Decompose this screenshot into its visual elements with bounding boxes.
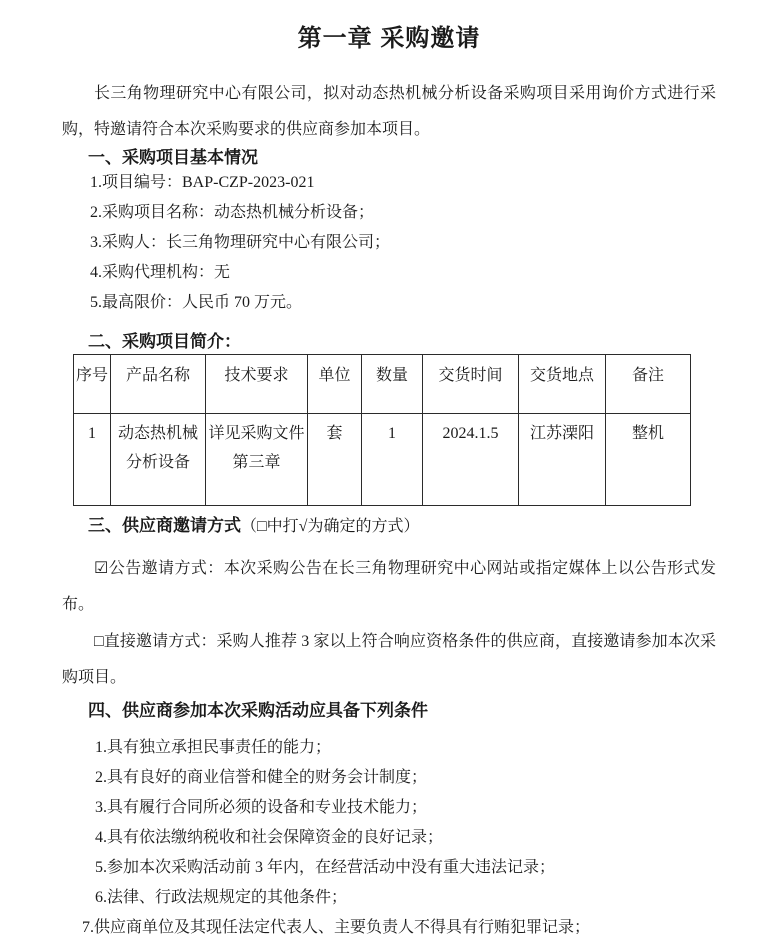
section-qualifications-heading: 四、供应商参加本次采购活动应具备下列条件 (88, 701, 428, 720)
table-header-cell: 产品名称 (111, 355, 206, 414)
table-row (74, 414, 691, 506)
list-item: 1.具有独立承担民事责任的能力； (95, 739, 332, 756)
qualifications-list (62, 733, 716, 934)
table-header-cell: 序号 (74, 355, 111, 414)
table-header-cell: 备注 (606, 355, 691, 414)
list-item: 4.采购代理机构：无 (90, 264, 231, 281)
list-item: 1.项目编号：BAP-CZP-2023-021 (90, 174, 315, 191)
invitation-option-announcement (62, 551, 716, 623)
checked-checkbox-icon: ☑ (94, 560, 109, 577)
invitation-heading-note: （□中打√为确定的方式） (241, 518, 420, 535)
list-item: 6.法律、行政法规规定的其他条件； (95, 889, 348, 906)
page-title: 第一章 采购邀请 (297, 25, 481, 52)
list-item: 2.采购项目名称：动态热机械分析设备； (90, 204, 375, 221)
table-cell-remark: 整机 (606, 414, 691, 506)
table-cell-unit: 套 (308, 414, 362, 506)
table-header-cell: 交货地点 (519, 355, 606, 414)
list-item: 3.采购人：长三角物理研究中心有限公司； (90, 234, 391, 251)
table-cell-delivery-date: 2024.1.5 (423, 414, 519, 506)
list-item: 2.具有良好的商业信誉和健全的财务会计制度； (95, 769, 428, 786)
project-overview-table (73, 354, 691, 506)
table-cell-delivery-place: 江苏溧阳 (519, 414, 606, 506)
unchecked-checkbox-icon: □ (94, 633, 104, 650)
table-cell-qty: 1 (362, 414, 423, 506)
table-header-cell: 技术要求 (206, 355, 308, 414)
list-item: 5.最高限价：人民币 70 万元。 (90, 294, 303, 311)
section-overview-heading: 二、采购项目简介： (88, 332, 241, 351)
basic-info-list (62, 168, 716, 318)
table-cell-spec: 详见采购文件第三章 (206, 414, 308, 506)
section-basic-info-heading: 一、采购项目基本情况 (88, 148, 258, 167)
list-item: 4.具有依法缴纳税收和社会保障资金的良好记录； (95, 829, 444, 846)
table-header-cell: 单位 (308, 355, 362, 414)
table-header-row (74, 355, 691, 414)
table-header-cell: 交货时间 (423, 355, 519, 414)
option-text: 直接邀请方式：采购人推荐 3 家以上符合响应资格条件的供应商，直接邀请参加本次采购项目。 (62, 633, 716, 686)
table-cell-product: 动态热机械分析设备 (111, 414, 206, 506)
section-invitation-heading (88, 516, 716, 537)
table-header-cell: 数量 (362, 355, 423, 414)
list-item: 3.具有履行合同所必须的设备和专业技术能力； (95, 799, 428, 816)
invitation-option-direct (62, 624, 716, 696)
table-cell-seq: 1 (74, 414, 111, 506)
intro-paragraph: 长三角物理研究中心有限公司，拟对动态热机械分析设备采购项目采用询价方式进行采购，特邀请符合本次采购要求的供应商参加本项目。 (62, 85, 716, 138)
list-item: 7.供应商单位及其现任法定代表人、主要负责人不得具有行贿犯罪记录； (82, 919, 591, 934)
list-item: 5.参加本次采购活动前 3 年内，在经营活动中没有重大违法记录； (95, 859, 556, 876)
invitation-heading-text: 三、供应商邀请方式 (88, 516, 241, 535)
option-text: 公告邀请方式：本次采购公告在长三角物理研究中心网站或指定媒体上以公告形式发布。 (62, 560, 716, 613)
